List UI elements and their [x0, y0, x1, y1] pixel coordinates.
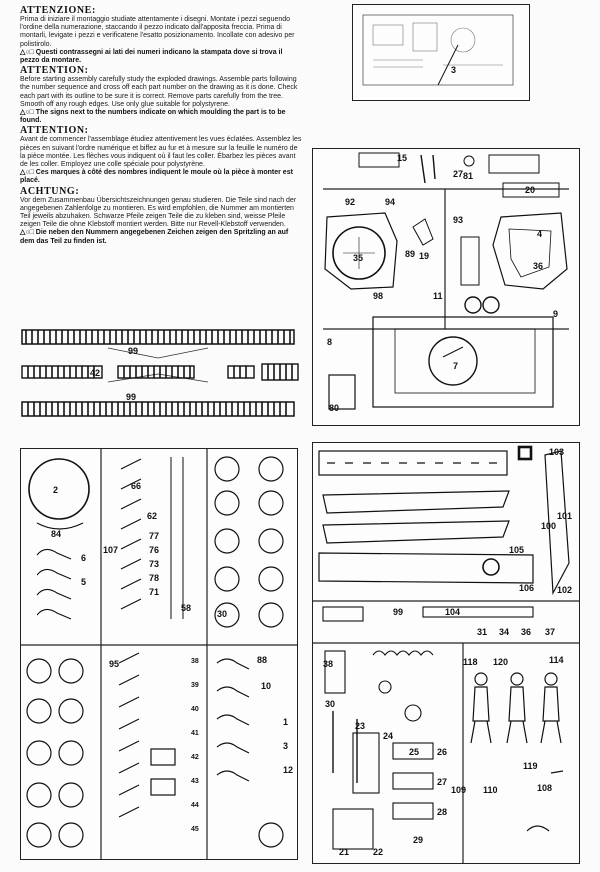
track-label-middle: 42: [90, 368, 101, 378]
part-76: 76: [149, 545, 160, 555]
part-118: 118: [463, 657, 478, 667]
part-8: 8: [327, 337, 333, 347]
part-77: 77: [149, 531, 160, 541]
spare-track-links: [18, 326, 300, 422]
part-66: 66: [131, 481, 142, 491]
road-wheel-large: [29, 459, 89, 529]
part-98: 98: [373, 291, 384, 301]
track-belt-middle: [22, 364, 298, 380]
part-15: 15: [397, 153, 408, 163]
part-100: 100: [541, 521, 557, 531]
hull-chassis: [329, 317, 553, 409]
sprue-square-frame: [312, 442, 580, 864]
road-wheels-right: [215, 457, 283, 627]
part-78: 78: [149, 573, 160, 583]
heading-french: ATTENTION:: [20, 125, 89, 137]
part-3: 3: [283, 741, 289, 751]
part-6: 6: [81, 553, 87, 563]
part-35: 35: [353, 253, 364, 263]
body-english: Before starting assembly carefully study the exploded drawings. Assemble parts following the number sequence and cross off each part number on the drawing as it is done. Check each part with its outline to be sure it is correct. Remove parts carefully from the tree. Smooth off any rough edges. Use only glue suitable for polystyrene.: [20, 76, 298, 108]
heading-italian: ATTENZIONE:: [20, 5, 96, 16]
part-38: 38: [323, 659, 334, 669]
note-italian: △○□ Questi contrassegni ai lati dei numeri indicano la stampata dove si trova il pezzo da montare.: [20, 48, 283, 65]
body-french: Avant de commencer l'assemblage étudiez attentivement les vues éclatées. Assemblez les pièces en suivant l'ordre numérique et biffez au fur et à mesure sur la feuille le numéro de la pièce montée. Les flèches vous indiquent où il faut les coller. Ébarbez les pièces avant de les coller. Employez une colle spéciale pour polystyrène.: [20, 136, 302, 169]
part-120: 120: [493, 657, 509, 667]
heading-german: ACHTUNG:: [20, 185, 80, 197]
track-label-top: 99: [128, 346, 139, 356]
part-40: 40: [191, 706, 199, 713]
part-22: 22: [373, 847, 384, 857]
part-12: 12: [283, 765, 294, 775]
square-marker-icon: [519, 447, 531, 459]
note-german: △○□ Die neben den Nummern angegebenen Zeichen zeigen den Spritzling an auf dem das Teil zu finden ist.: [20, 229, 289, 245]
tool-parts: [119, 457, 249, 817]
sprue-square-drawing: [313, 443, 579, 863]
sprue-runners: [21, 449, 297, 859]
part-103: 103: [549, 447, 565, 457]
decal-card-sprue: [352, 4, 530, 101]
crew-figures: [471, 673, 563, 831]
part-31: 31: [477, 627, 488, 637]
part-110: 110: [483, 785, 498, 795]
part-41: 41: [191, 730, 199, 737]
part-81: 81: [463, 171, 474, 181]
part-107: 107: [103, 545, 119, 555]
part-101: 101: [557, 511, 573, 521]
part-80: 80: [329, 403, 340, 413]
note-english: △○□ The signs next to the numbers indicate on which moulding the part is to be found.: [20, 109, 286, 125]
part-108: 108: [537, 783, 553, 793]
part-45: 45: [191, 826, 199, 833]
part-93: 93: [453, 215, 464, 225]
part-104: 104: [445, 607, 461, 617]
track-belt-top: [22, 330, 294, 344]
part-102: 102: [557, 585, 573, 595]
part-38: 38: [191, 658, 199, 665]
instructions-german: [20, 187, 302, 246]
instructions-italian: [20, 6, 302, 65]
multilingual-instructions: [20, 6, 302, 247]
track-sprue-lines: [108, 348, 208, 382]
body-italian: Prima di iniziare il montaggio studiate attentamente i disegni. Montate i pezzi seguendo l'ordine della numerazione, staccando il pezzo indicato dall'apposita freccia. Prima di montarli, levigate i pezzi e verificatene l'esatto posizionamento. Incollate con adesivo per polistirolo.: [20, 16, 295, 48]
part-95: 95: [109, 659, 120, 669]
part-25: 25: [409, 747, 420, 757]
part-88: 88: [257, 655, 268, 665]
part-37: 37: [545, 627, 556, 637]
part-58: 58: [181, 603, 192, 613]
fenders: [319, 451, 569, 593]
part-26: 26: [437, 747, 448, 757]
part-62: 62: [147, 511, 158, 521]
part-94: 94: [385, 197, 396, 207]
road-wheels-lower: [27, 659, 283, 847]
sprue-circle-frame: [312, 148, 580, 426]
part-114: 114: [549, 655, 564, 665]
part-24: 24: [383, 731, 394, 741]
part-119: 119: [523, 761, 538, 771]
body-german: Vor dem Zusammenbau Übersichtszeichnungen genau studieren. Die Teile sind nach der angegebenen Zahlenfolge zu montieren. Es wird empfohlen, die Nummer am montierten Teil jeweils abzuhaken. Schwarze Pfeile zeigen Teile die zu kleben sind, weisse Pfeile zeigen Teile die ohne Klebstoff montiert werden. Bitte nur Revell-Klebstoff verwenden.: [20, 196, 297, 229]
sprue-circle-drawing: [313, 149, 579, 425]
part-105: 105: [509, 545, 525, 555]
part-5: 5: [81, 577, 87, 587]
note-french: △○□ Ces marques à côté des nombres indiquent le moule où la pièce à monter est placé.: [20, 169, 293, 185]
track-label-bottom: 99: [126, 392, 137, 402]
part-36: 36: [533, 261, 544, 271]
part-42: 42: [191, 754, 199, 761]
part-106: 106: [519, 583, 535, 593]
part-2: 2: [53, 485, 59, 495]
suspension-arms: [37, 549, 71, 619]
part-99: 99: [393, 607, 404, 617]
part-7: 7: [453, 361, 459, 371]
part-21: 21: [339, 847, 350, 857]
part-27: 27: [453, 169, 464, 179]
part-9: 9: [553, 309, 559, 319]
part-84: 84: [51, 529, 62, 539]
part-109: 109: [451, 785, 467, 795]
part-4: 4: [537, 229, 543, 239]
sprue-runners: [313, 601, 579, 863]
part-36: 36: [521, 627, 532, 637]
decal-card-drawing: [353, 5, 529, 100]
turret-right: [493, 213, 567, 289]
instructions-french: [20, 126, 302, 185]
part-92: 92: [345, 197, 356, 207]
part-71: 71: [149, 587, 160, 597]
part-30: 30: [217, 609, 228, 619]
turret-left: [325, 213, 397, 289]
part-44: 44: [191, 802, 199, 809]
decal-number: 3: [451, 65, 457, 75]
part-30: 30: [325, 699, 336, 709]
part-10: 10: [261, 681, 272, 691]
part-29: 29: [413, 835, 424, 845]
part-27: 27: [437, 777, 448, 787]
part-89: 89: [405, 249, 416, 259]
part-73: 73: [149, 559, 160, 569]
track-belt-bottom: [22, 402, 294, 416]
track-links-drawing: [18, 326, 300, 422]
part-11: 11: [433, 291, 443, 301]
heading-english: ATTENTION:: [20, 65, 89, 77]
part-28: 28: [437, 807, 448, 817]
part-39: 39: [191, 682, 199, 689]
part-1: 1: [283, 717, 289, 727]
part-20: 20: [525, 185, 536, 195]
part-19: 19: [419, 251, 430, 261]
sprue-triangle-frame: [20, 448, 298, 860]
instructions-english: [20, 66, 302, 125]
part-43: 43: [191, 778, 199, 785]
sprue-triangle-drawing: [21, 449, 297, 859]
part-34: 34: [499, 627, 510, 637]
part-23: 23: [355, 721, 366, 731]
